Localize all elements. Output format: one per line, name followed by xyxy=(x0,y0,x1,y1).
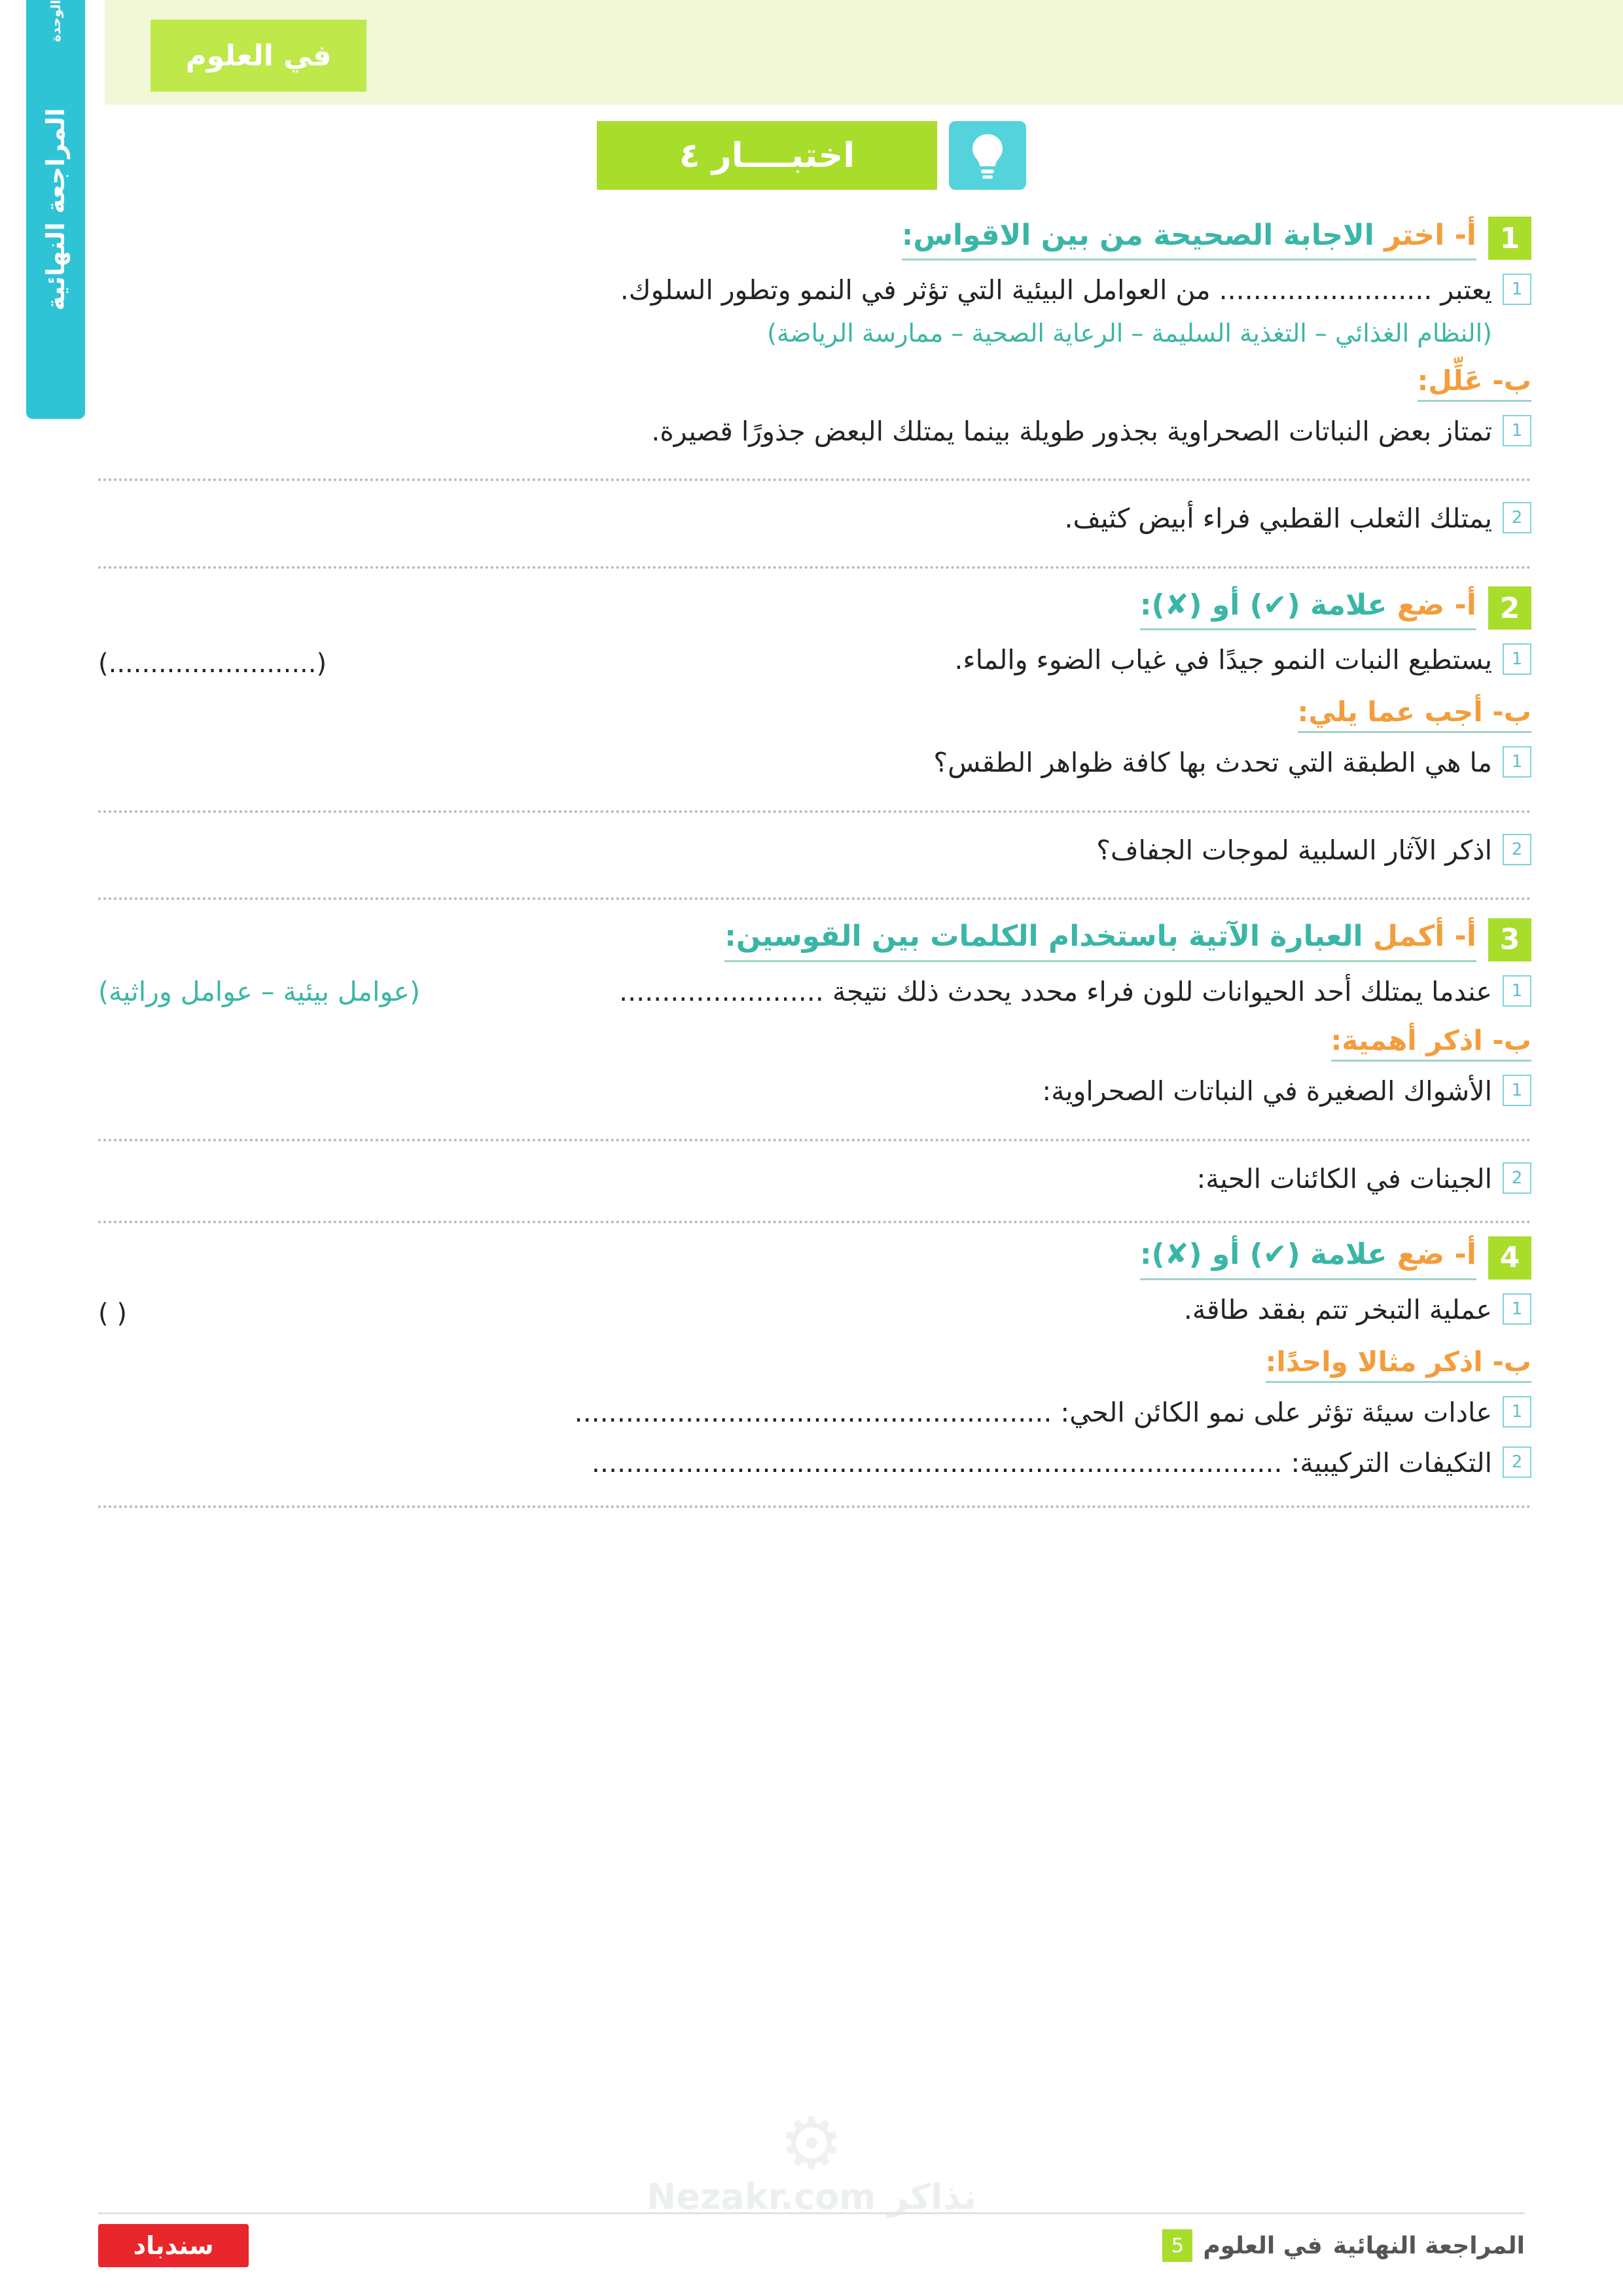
item-sentence: يستطيع النبات النمو جيدًا في غياب الضوء والماء. xyxy=(954,644,1492,676)
list-item xyxy=(98,1158,1531,1200)
answer-line[interactable] xyxy=(98,1139,1531,1141)
footer-title-subject: في العلوم xyxy=(1203,2232,1323,2259)
item-choices: (عوامل بيئية – عوامل وراثية) xyxy=(98,975,420,1007)
page-footer xyxy=(0,2198,1623,2296)
item-number: 1 xyxy=(1503,975,1531,1007)
part-b-verb: عَلِّل: xyxy=(1417,364,1483,397)
part-verb: أكمل xyxy=(1372,920,1445,954)
item-text: الأشواك الصغيرة في النباتات الصحراوية: xyxy=(1042,1075,1492,1107)
answer-line[interactable] xyxy=(98,566,1531,569)
answer-line[interactable] xyxy=(98,1221,1531,1223)
list-item xyxy=(98,830,1531,872)
list-item xyxy=(98,498,1531,540)
question-block-3 xyxy=(98,917,1531,1223)
part-label-b: ب- xyxy=(1492,696,1531,728)
list-item xyxy=(98,1392,1531,1434)
question-block-1 xyxy=(98,216,1531,569)
list-item xyxy=(98,270,1531,352)
part-verb: ضع xyxy=(1397,1238,1445,1272)
question-1-heading-text xyxy=(902,216,1476,260)
list-item xyxy=(98,1071,1531,1113)
question-1-part-b-heading xyxy=(98,365,1531,402)
item-sentence: عندما يمتلك أحد الحيوانات للون فراء محدد يحدث ذلك نتيجة ........................ xyxy=(619,975,1492,1007)
question-4-heading xyxy=(98,1235,1531,1280)
part-b-verb: اذكر مثالا واحدًا: xyxy=(1265,1345,1483,1378)
item-text[interactable]: عادات سيئة تؤثر على نمو الكائن الحي: ........................................................ xyxy=(574,1396,1492,1428)
answer-line[interactable] xyxy=(98,1505,1531,1508)
exam-content xyxy=(0,216,1623,1520)
list-item xyxy=(98,1443,1531,1484)
question-3-heading-text xyxy=(724,917,1476,961)
part-rest: العبارة الآتية باستخدام الكلمات بين القوسين: xyxy=(724,920,1373,954)
item-text: تمتاز بعض النباتات الصحراوية بجذور طويلة بينما يمتلك البعض جذورًا قصيرة. xyxy=(651,415,1492,447)
item-number: 2 xyxy=(1503,1446,1531,1478)
item-number: 1 xyxy=(1503,643,1531,675)
question-block-4 xyxy=(98,1235,1531,1507)
item-number: 1 xyxy=(1503,1293,1531,1325)
item-number: 2 xyxy=(1503,1162,1531,1194)
part-rest: الاجابة الصحيحة من بين الاقواس: xyxy=(901,219,1385,252)
part-label-a: أ- xyxy=(1454,219,1476,252)
item-number: 1 xyxy=(1503,415,1531,446)
question-3-part-b-heading xyxy=(98,1024,1531,1062)
answer-line[interactable] xyxy=(98,897,1531,900)
part-b-verb: أجب عما يلي: xyxy=(1297,696,1483,728)
subject-chip: في العلوم xyxy=(151,20,366,92)
part-b-heading-text xyxy=(1418,365,1531,402)
item-sentence: عملية التبخر تتم بفقد طاقة. xyxy=(1183,1293,1492,1325)
item-text xyxy=(98,270,1492,352)
item-text: يمتلك الثعلب القطبي فراء أبيض كثيف. xyxy=(1064,503,1492,535)
item-number: 1 xyxy=(1503,1396,1531,1427)
part-label-a: أ- xyxy=(1454,920,1476,954)
part-b-heading-text xyxy=(1331,1024,1531,1062)
answer-line[interactable] xyxy=(98,478,1531,481)
question-4-part-b-heading xyxy=(98,1346,1531,1383)
part-b-heading-text xyxy=(1298,696,1531,733)
item-choices: (النظام الغذائي – التغذية السليمة – الرعاية الصحية – ممارسة الرياضة) xyxy=(767,318,1492,348)
item-text: الجينات في الكائنات الحية: xyxy=(1196,1162,1492,1194)
footer-title-main: المراجعة النهائية xyxy=(1332,2232,1525,2259)
item-sentence: يعتبر ......................... من العوامل البيئية التي تؤثر في النمو وتطور السلوك. xyxy=(620,274,1492,306)
question-2-heading xyxy=(98,586,1531,630)
watermark-latin: Nezakr.com xyxy=(646,2176,876,2217)
item-number: 2 xyxy=(1503,834,1531,865)
item-text: ما هي الطبقة التي تحدث بها كافة ظواهر الطقس؟ xyxy=(933,747,1492,779)
part-label-b: ب- xyxy=(1492,364,1531,397)
list-item xyxy=(98,1289,1531,1334)
part-verb: اختر xyxy=(1384,219,1445,252)
watermark-text: نذاكر xyxy=(888,2176,977,2217)
part-label-b: ب- xyxy=(1492,1024,1531,1057)
item-text xyxy=(98,1289,1492,1334)
exam-title: اختبــــار ٤ xyxy=(597,121,937,190)
item-text[interactable]: التكيفات التركيبية: ................................................................................. xyxy=(591,1447,1492,1479)
answer-parentheses[interactable]: ( ) xyxy=(98,1298,127,1329)
part-b-verb: اذكر أهمية: xyxy=(1330,1024,1483,1057)
side-tab-small-label: الوحدة xyxy=(48,0,63,43)
question-number-badge: 3 xyxy=(1488,918,1531,961)
question-block-2 xyxy=(98,586,1531,900)
page-number-badge: 5 xyxy=(1162,2229,1192,2262)
side-tab-label: المراجعة النهائية xyxy=(41,108,70,311)
part-rest: علامة (✔) أو (✘): xyxy=(1139,1238,1397,1272)
list-item xyxy=(98,639,1531,684)
part-rest: علامة (✔) أو (✘): xyxy=(1139,588,1397,622)
part-label-a: أ- xyxy=(1454,1238,1476,1272)
footer-divider xyxy=(98,2212,1525,2214)
exam-title-row xyxy=(0,121,1623,190)
item-number: 1 xyxy=(1503,274,1531,305)
item-number: 1 xyxy=(1503,746,1531,778)
part-label-a: أ- xyxy=(1454,588,1476,622)
question-4-heading-text xyxy=(1140,1235,1476,1280)
lightbulb-icon xyxy=(949,121,1026,190)
question-1-heading xyxy=(98,216,1531,260)
item-text xyxy=(98,971,1492,1013)
question-2-part-b-heading xyxy=(98,696,1531,733)
item-number: 1 xyxy=(1503,1075,1531,1106)
item-text xyxy=(98,639,1492,684)
part-b-heading-text xyxy=(1266,1346,1531,1383)
part-verb: ضع xyxy=(1397,588,1445,622)
item-text: اذكر الآثار السلبية لموجات الجفاف؟ xyxy=(1096,834,1492,866)
list-item xyxy=(98,742,1531,784)
publisher-logo: سندباد xyxy=(98,2224,249,2267)
question-number-badge: 2 xyxy=(1488,586,1531,630)
answer-parentheses[interactable]: (.........................) xyxy=(98,649,327,679)
part-label-b: ب- xyxy=(1492,1345,1531,1378)
question-number-badge: 1 xyxy=(1488,217,1531,260)
list-item xyxy=(98,411,1531,453)
item-number: 2 xyxy=(1503,502,1531,533)
question-3-heading xyxy=(98,917,1531,961)
answer-line[interactable] xyxy=(98,810,1531,813)
footer-title-group xyxy=(1162,2229,1525,2262)
question-2-heading-text xyxy=(1140,586,1476,630)
list-item xyxy=(98,971,1531,1013)
question-number-badge: 4 xyxy=(1488,1236,1531,1280)
watermark-icon: ⚙ xyxy=(779,2102,844,2185)
